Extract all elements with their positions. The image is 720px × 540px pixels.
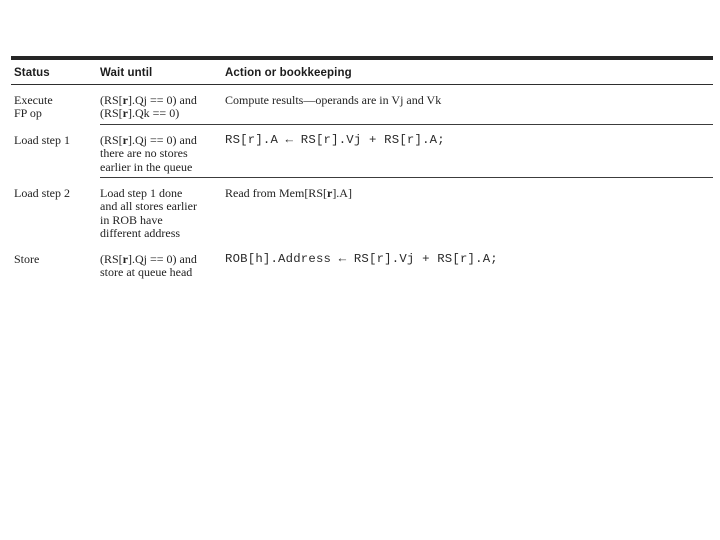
action-cell: Compute results—operands are in Vj and Vk bbox=[225, 93, 442, 107]
table-row bbox=[11, 85, 713, 124]
header-action-or-bookkeeping: Action or bookkeeping bbox=[225, 67, 352, 79]
status-cell: Store bbox=[14, 251, 40, 266]
status-cell: Load step 1 bbox=[14, 132, 70, 147]
wait-until-cell: (RS[r].Qj == 0) and (RS[r].Qk == 0) bbox=[100, 93, 197, 121]
table-row bbox=[11, 244, 713, 283]
status-action-table bbox=[11, 56, 713, 282]
header-wait-until: Wait until bbox=[100, 67, 153, 79]
status-cell: Execute FP op bbox=[14, 93, 53, 121]
action-cell: ROB[h].Address ← RS[r].Vj + RS[r].A; bbox=[225, 251, 498, 266]
status-cell: Load step 2 bbox=[14, 186, 70, 201]
table-row bbox=[11, 125, 713, 177]
table-row bbox=[11, 178, 713, 244]
table-header-row bbox=[11, 60, 713, 84]
wait-until-cell: (RS[r].Qj == 0) and there are no stores earlier in the queue bbox=[100, 132, 197, 174]
table-body bbox=[11, 85, 713, 282]
header-status: Status bbox=[14, 67, 50, 79]
action-cell: RS[r].A ← RS[r].Vj + RS[r].A; bbox=[225, 132, 445, 147]
wait-until-cell: Load step 1 done and all stores earlier in ROB have different address bbox=[100, 186, 197, 241]
wait-until-cell: (RS[r].Qj == 0) and store at queue head bbox=[100, 251, 197, 280]
action-cell: Read from Mem[RS[r].A] bbox=[225, 186, 352, 201]
